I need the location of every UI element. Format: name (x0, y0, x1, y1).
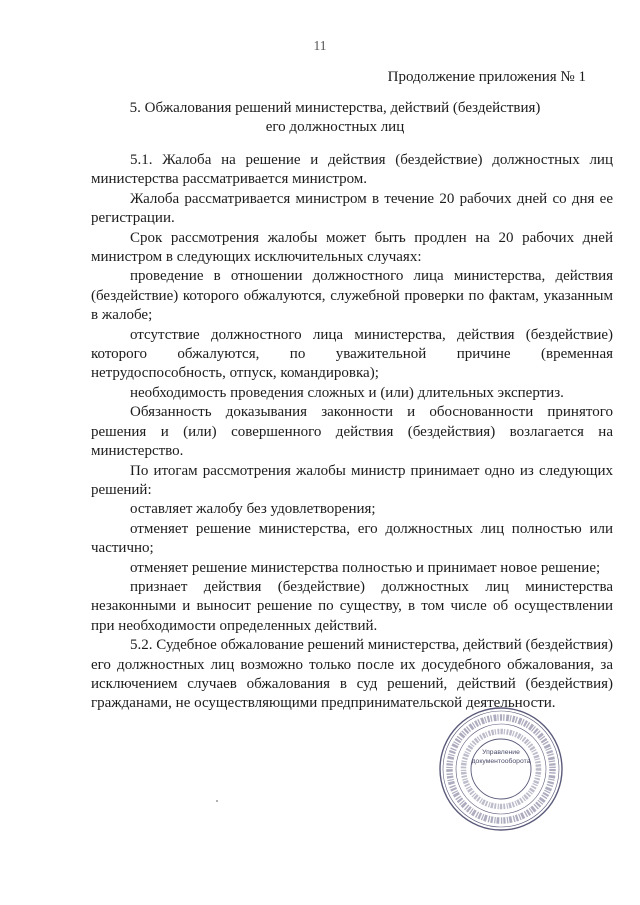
paragraph-extension-case-absence: отсутствие должностного лица министерства, действия (бездействие) которого обжалуются, по уважительной причине (временная нетрудоспособность, отпуск, командировка); (91, 326, 613, 382)
section-heading-line-1: 5. Обжалования решений министерства, действий (бездействия) (129, 100, 541, 116)
page-number: 11 (313, 38, 327, 53)
paragraph-extension: Срок рассмотрения жалобы может быть продлен на 20 рабочих дней министром в следующих исключительных случаях: (91, 229, 613, 266)
paragraph-decision-options: По итогам рассмотрения жалобы министр принимает одно из следующих решений: (91, 462, 613, 498)
paragraph-5-2: 5.2. Судебное обжалование решений министерства, действий (бездействия) его должностных лиц возможно только после их досудебного обжалования, за исключением случаев обжалования в суд решений, действий (бездействия) гражданами, не осуществляющими предпринимательской деятельности. (91, 637, 613, 712)
paragraph-decision-reject: оставляет жалобу без удовлетворения; (130, 501, 376, 518)
section-heading-line-2: его должностных лиц (265, 119, 405, 135)
appendix-continuation-note: Продолжение приложения № 1 (387, 69, 586, 85)
paragraph-review-period: Жалоба рассматривается министром в течение 20 рабочих дней со дня ее регистрации. (91, 190, 613, 227)
paragraph-decision-cancel-partial: отменяет решение министерства, его должностных лиц полностью или частично; (91, 520, 613, 557)
paragraph-extension-case-inspection: проведение в отношении должностного лица министерства, действия (бездействие) которого обжалуются, служебной проверки по фактам, указанным в жалобе; (91, 268, 613, 324)
paragraph-decision-unlawful: признает действия (бездействие) должностных лиц министерства незаконными и выносит решение по существу, в том числе об осуществлении при необходимости определенных действий. (91, 578, 613, 634)
section-heading (60, 99, 610, 137)
stamp-center-text (465, 749, 537, 766)
stamp-center-line-1: Управление (482, 749, 520, 756)
scan-speck (216, 800, 218, 802)
paragraph-decision-cancel-new: отменяет решение министерства полностью и принимает новое решение; (130, 559, 601, 576)
paragraph-extension-case-expertise: необходимость проведения сложных и (или) длительных экспертиз. (130, 384, 564, 401)
section-body (91, 151, 613, 714)
paragraph-burden-of-proof: Обязанность доказывания законности и обоснованности принятого решения и (или) совершенного действия (бездействия) возлагается на министерство. (91, 404, 613, 460)
official-stamp (437, 705, 565, 833)
paragraph-5-1: 5.1. Жалоба на решение и действия (бездействие) должностных лиц министерства рассматривается министром. (91, 152, 613, 188)
stamp-center-line-2: документооборота (471, 757, 531, 765)
stamp-seal-graphic (437, 705, 565, 833)
